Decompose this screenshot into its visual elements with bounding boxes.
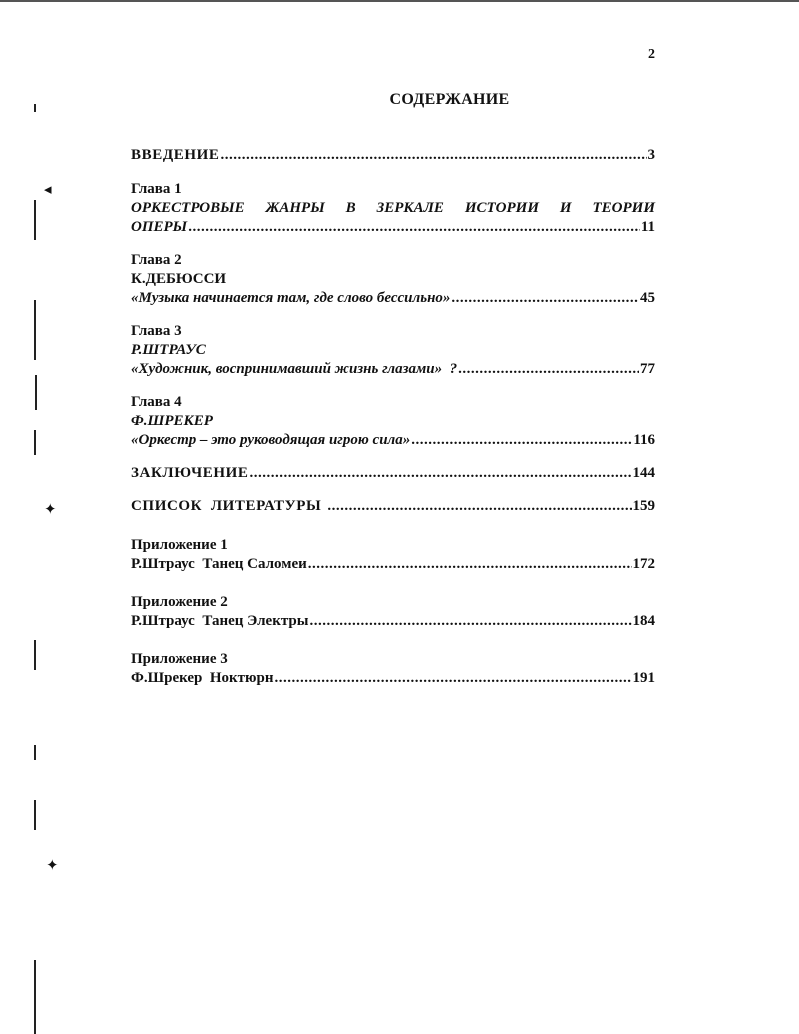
- toc-entry-title: СПИСОК ЛИТЕРАТУРЫ: [131, 498, 322, 514]
- toc-page-number: 11: [640, 219, 655, 235]
- chapter-title-line: ОПЕРЫ: [131, 219, 188, 235]
- scan-margin-mark: [34, 960, 36, 1034]
- toc-leader: [451, 289, 639, 308]
- appendix-label: Приложение 2: [131, 594, 228, 610]
- toc-entry-title: ЗАКЛЮЧЕНИЕ: [131, 465, 249, 481]
- toc-appendix-1: [131, 536, 655, 574]
- scan-arrow-mark-icon: ✦: [46, 856, 59, 874]
- toc-page-number: 144: [632, 465, 655, 481]
- appendix-label: Приложение 1: [131, 537, 228, 553]
- scan-margin-mark: [34, 200, 36, 240]
- appendix-title: Р.Штраус Танец Саломеи: [131, 556, 307, 572]
- toc-appendix-2: [131, 593, 655, 631]
- toc-page-number: 191: [632, 670, 655, 686]
- toc-page-number: 172: [632, 556, 655, 572]
- toc-leader: [275, 669, 632, 688]
- toc-chapter-2: [131, 251, 655, 308]
- toc-page-number: 159: [632, 498, 655, 514]
- appendix-title: Ф.Шрекер Ноктюрн: [131, 670, 274, 686]
- scan-arrow-mark-icon: ✦: [44, 500, 57, 518]
- toc-intro: [131, 146, 655, 165]
- toc-leader: [411, 431, 632, 450]
- toc-leader: [188, 218, 640, 237]
- scan-margin-mark: [34, 640, 36, 670]
- toc-leader: [309, 612, 631, 631]
- chapter-label: Глава 3: [131, 323, 182, 339]
- chapter-title-line: ОРКЕСТРОВЫЕ ЖАНРЫ В ЗЕРКАЛЕ ИСТОРИИ И ТЕОРИИ: [131, 200, 655, 216]
- toc-page-number: 3: [647, 147, 655, 163]
- chapter-label: Глава 4: [131, 394, 182, 410]
- toc-chapter-3: [131, 322, 655, 379]
- toc-conclusion: [131, 464, 655, 483]
- page-number: 2: [648, 47, 655, 62]
- scan-top-edge: [0, 0, 799, 2]
- toc-leader: [220, 146, 646, 165]
- page-title: СОДЕРЖАНИЕ: [389, 91, 510, 108]
- toc-page-number: 77: [640, 361, 655, 377]
- scan-margin-mark: [34, 745, 36, 760]
- scan-margin-mark: [34, 300, 36, 360]
- toc-page-number: 116: [633, 432, 655, 448]
- chapter-subtitle: «Художник, воспринимавший жизнь глазами» ?: [131, 361, 458, 377]
- appendix-label: Приложение 3: [131, 651, 228, 667]
- toc-leader: [249, 464, 631, 483]
- chapter-label: Глава 1: [131, 181, 182, 197]
- chapter-composer: К.ДЕБЮССИ: [131, 271, 227, 287]
- scan-margin-mark: [34, 430, 36, 455]
- toc-page-number: 45: [640, 290, 655, 306]
- toc-leader: [308, 555, 632, 574]
- toc-appendix-3: [131, 650, 655, 688]
- toc-entry-title: ВВЕДЕНИЕ: [131, 147, 220, 163]
- scan-arrow-mark-icon: ◂: [44, 180, 52, 198]
- toc-bibliography: [131, 497, 655, 516]
- appendix-title: Р.Штраус Танец Электры: [131, 613, 309, 629]
- chapter-composer: Ф.ШРЕКЕР: [131, 413, 213, 429]
- toc-chapter-1: [131, 180, 655, 237]
- scan-margin-mark: [34, 800, 36, 830]
- toc-page-number: 184: [632, 613, 655, 629]
- toc-chapter-4: [131, 393, 655, 450]
- toc-leader: [327, 497, 631, 516]
- chapter-subtitle: «Музыка начинается там, где слово бессильно»: [131, 290, 451, 306]
- scan-margin-mark: [35, 375, 37, 410]
- chapter-composer: Р.ШТРАУС: [131, 342, 206, 358]
- toc-leader: [458, 360, 639, 379]
- chapter-label: Глава 2: [131, 252, 182, 268]
- chapter-subtitle: «Оркестр – это руководящая игрою сила»: [131, 432, 411, 448]
